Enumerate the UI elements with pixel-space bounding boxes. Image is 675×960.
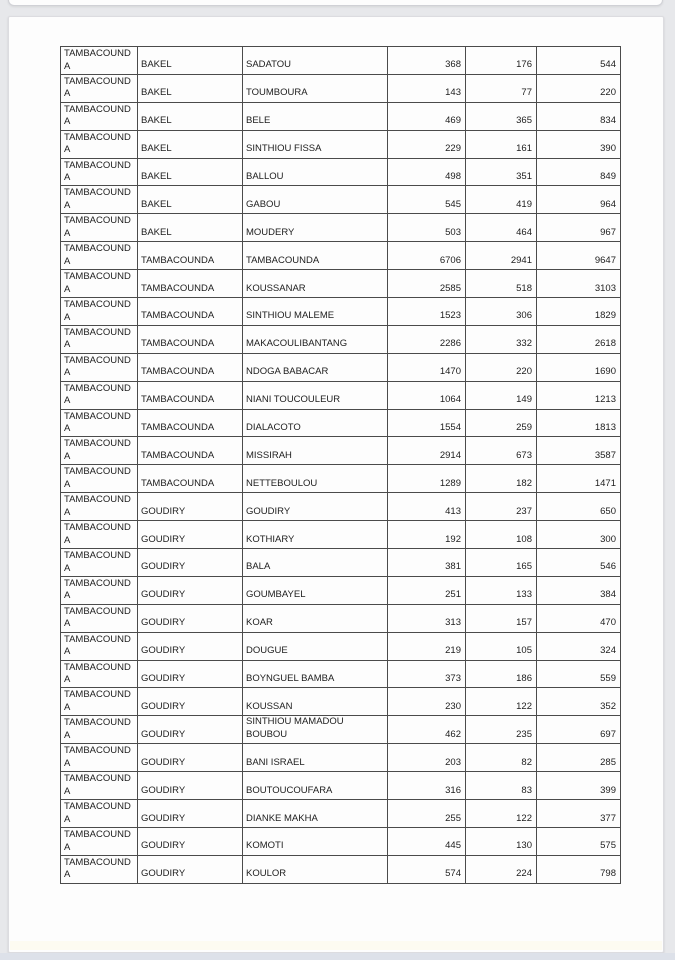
total-cell: 697 <box>537 716 621 744</box>
value2-cell: 77 <box>466 74 537 102</box>
commune-cell: KOTHIARY <box>243 521 388 549</box>
value1-cell: 2585 <box>388 270 466 298</box>
region-cell: TAMBACOUNDA <box>61 130 138 158</box>
table-body <box>61 47 621 884</box>
region-cell: TAMBACOUNDA <box>61 242 138 270</box>
table-row <box>61 270 621 298</box>
commune-cell: TAMBACOUNDA <box>243 242 388 270</box>
value2-cell: 220 <box>466 353 537 381</box>
department-cell: TAMBACOUNDA <box>138 465 243 493</box>
total-cell: 384 <box>537 576 621 604</box>
value2-cell: 351 <box>466 158 537 186</box>
region-cell: TAMBACOUNDA <box>61 688 138 716</box>
region-cell: TAMBACOUNDA <box>61 353 138 381</box>
commune-cell: NIANI TOUCOULEUR <box>243 381 388 409</box>
value2-cell: 165 <box>466 549 537 577</box>
value1-cell: 251 <box>388 576 466 604</box>
department-cell: TAMBACOUNDA <box>138 298 243 326</box>
region-cell: TAMBACOUNDA <box>61 325 138 353</box>
data-table <box>60 46 621 884</box>
total-cell: 834 <box>537 102 621 130</box>
department-cell: TAMBACOUNDA <box>138 325 243 353</box>
department-cell: TAMBACOUNDA <box>138 437 243 465</box>
value1-cell: 503 <box>388 214 466 242</box>
total-cell: 967 <box>537 214 621 242</box>
commune-cell: GABOU <box>243 186 388 214</box>
total-cell: 849 <box>537 158 621 186</box>
value1-cell: 219 <box>388 632 466 660</box>
total-cell: 2618 <box>537 325 621 353</box>
department-cell: GOUDIRY <box>138 521 243 549</box>
region-cell: TAMBACOUNDA <box>61 772 138 800</box>
value1-cell: 498 <box>388 158 466 186</box>
value1-cell: 545 <box>388 186 466 214</box>
value1-cell: 192 <box>388 521 466 549</box>
region-cell: TAMBACOUNDA <box>61 660 138 688</box>
region-cell: TAMBACOUNDA <box>61 716 138 744</box>
value2-cell: 224 <box>466 855 537 883</box>
table-row <box>61 716 621 744</box>
commune-cell: KOUSSAN <box>243 688 388 716</box>
commune-cell: KOUSSANAR <box>243 270 388 298</box>
total-cell: 390 <box>537 130 621 158</box>
table-row <box>61 74 621 102</box>
value2-cell: 130 <box>466 828 537 856</box>
region-cell: TAMBACOUNDA <box>61 158 138 186</box>
region-cell: TAMBACOUNDA <box>61 298 138 326</box>
commune-cell: MISSIRAH <box>243 437 388 465</box>
department-cell: BAKEL <box>138 130 243 158</box>
value1-cell: 368 <box>388 47 466 75</box>
total-cell: 399 <box>537 772 621 800</box>
table-row <box>61 632 621 660</box>
value2-cell: 259 <box>466 409 537 437</box>
region-cell: TAMBACOUNDA <box>61 632 138 660</box>
commune-cell: GOUMBAYEL <box>243 576 388 604</box>
value2-cell: 235 <box>466 716 537 744</box>
region-cell: TAMBACOUNDA <box>61 855 138 883</box>
value2-cell: 133 <box>466 576 537 604</box>
total-cell: 352 <box>537 688 621 716</box>
value1-cell: 462 <box>388 716 466 744</box>
total-cell: 300 <box>537 521 621 549</box>
value2-cell: 237 <box>466 493 537 521</box>
table-row <box>61 465 621 493</box>
total-cell: 3587 <box>537 437 621 465</box>
commune-cell: SINTHIOU MALEME <box>243 298 388 326</box>
total-cell: 544 <box>537 47 621 75</box>
total-cell: 377 <box>537 800 621 828</box>
value2-cell: 122 <box>466 800 537 828</box>
value1-cell: 1289 <box>388 465 466 493</box>
table-row <box>61 130 621 158</box>
value2-cell: 108 <box>466 521 537 549</box>
table-row <box>61 800 621 828</box>
commune-cell: MAKACOULIBANTANG <box>243 325 388 353</box>
commune-cell: KOAR <box>243 604 388 632</box>
total-cell: 1471 <box>537 465 621 493</box>
value1-cell: 2286 <box>388 325 466 353</box>
value2-cell: 2941 <box>466 242 537 270</box>
region-cell: TAMBACOUNDA <box>61 214 138 242</box>
department-cell: BAKEL <box>138 186 243 214</box>
commune-cell: SINTHIOU FISSA <box>243 130 388 158</box>
department-cell: BAKEL <box>138 158 243 186</box>
table-row <box>61 325 621 353</box>
bottom-strip <box>0 953 675 960</box>
table-row <box>61 828 621 856</box>
value1-cell: 230 <box>388 688 466 716</box>
department-cell: GOUDIRY <box>138 772 243 800</box>
value2-cell: 82 <box>466 744 537 772</box>
region-cell: TAMBACOUNDA <box>61 549 138 577</box>
value1-cell: 6706 <box>388 242 466 270</box>
total-cell: 220 <box>537 74 621 102</box>
total-cell: 285 <box>537 744 621 772</box>
value1-cell: 255 <box>388 800 466 828</box>
department-cell: GOUDIRY <box>138 744 243 772</box>
value2-cell: 83 <box>466 772 537 800</box>
total-cell: 559 <box>537 660 621 688</box>
value2-cell: 122 <box>466 688 537 716</box>
value1-cell: 1523 <box>388 298 466 326</box>
department-cell: GOUDIRY <box>138 800 243 828</box>
department-cell: GOUDIRY <box>138 604 243 632</box>
region-cell: TAMBACOUNDA <box>61 74 138 102</box>
value1-cell: 574 <box>388 855 466 883</box>
table-row <box>61 409 621 437</box>
region-cell: TAMBACOUNDA <box>61 437 138 465</box>
table-row <box>61 437 621 465</box>
region-cell: TAMBACOUNDA <box>61 409 138 437</box>
region-cell: TAMBACOUNDA <box>61 800 138 828</box>
table-row <box>61 298 621 326</box>
table-row <box>61 604 621 632</box>
table-row <box>61 688 621 716</box>
department-cell: GOUDIRY <box>138 576 243 604</box>
value1-cell: 469 <box>388 102 466 130</box>
total-cell: 9647 <box>537 242 621 270</box>
table-row <box>61 772 621 800</box>
value2-cell: 186 <box>466 660 537 688</box>
total-cell: 324 <box>537 632 621 660</box>
region-cell: TAMBACOUNDA <box>61 493 138 521</box>
total-cell: 1690 <box>537 353 621 381</box>
value1-cell: 1554 <box>388 409 466 437</box>
region-cell: TAMBACOUNDA <box>61 744 138 772</box>
value1-cell: 1064 <box>388 381 466 409</box>
commune-cell: KOULOR <box>243 855 388 883</box>
total-cell: 1813 <box>537 409 621 437</box>
region-cell: TAMBACOUNDA <box>61 47 138 75</box>
table-row <box>61 576 621 604</box>
department-cell: GOUDIRY <box>138 493 243 521</box>
table-row <box>61 381 621 409</box>
value1-cell: 1470 <box>388 353 466 381</box>
value2-cell: 182 <box>466 465 537 493</box>
commune-cell: DOUGUE <box>243 632 388 660</box>
region-cell: TAMBACOUNDA <box>61 521 138 549</box>
previous-page-edge <box>8 0 663 6</box>
table-row <box>61 353 621 381</box>
commune-cell: DIANKE MAKHA <box>243 800 388 828</box>
department-cell: BAKEL <box>138 214 243 242</box>
department-cell: TAMBACOUNDA <box>138 270 243 298</box>
value2-cell: 105 <box>466 632 537 660</box>
table-row <box>61 493 621 521</box>
department-cell: TAMBACOUNDA <box>138 409 243 437</box>
region-cell: TAMBACOUNDA <box>61 102 138 130</box>
total-cell: 798 <box>537 855 621 883</box>
commune-cell: GOUDIRY <box>243 493 388 521</box>
department-cell: GOUDIRY <box>138 660 243 688</box>
value2-cell: 518 <box>466 270 537 298</box>
table-row <box>61 242 621 270</box>
region-cell: TAMBACOUNDA <box>61 465 138 493</box>
department-cell: GOUDIRY <box>138 828 243 856</box>
value1-cell: 381 <box>388 549 466 577</box>
commune-cell: BALA <box>243 549 388 577</box>
value1-cell: 413 <box>388 493 466 521</box>
document-page <box>8 16 664 953</box>
value2-cell: 149 <box>466 381 537 409</box>
table-row <box>61 855 621 883</box>
total-cell: 1829 <box>537 298 621 326</box>
value1-cell: 229 <box>388 130 466 158</box>
region-cell: TAMBACOUNDA <box>61 576 138 604</box>
value2-cell: 332 <box>466 325 537 353</box>
table-row <box>61 47 621 75</box>
department-cell: TAMBACOUNDA <box>138 381 243 409</box>
commune-cell: KOMOTI <box>243 828 388 856</box>
value2-cell: 306 <box>466 298 537 326</box>
commune-cell: SADATOU <box>243 47 388 75</box>
table-row <box>61 102 621 130</box>
commune-cell: NDOGA BABACAR <box>243 353 388 381</box>
commune-cell: TOUMBOURA <box>243 74 388 102</box>
department-cell: GOUDIRY <box>138 632 243 660</box>
department-cell: GOUDIRY <box>138 855 243 883</box>
commune-cell: MOUDERY <box>243 214 388 242</box>
commune-cell: DIALACOTO <box>243 409 388 437</box>
value1-cell: 203 <box>388 744 466 772</box>
region-cell: TAMBACOUNDA <box>61 270 138 298</box>
commune-cell: BALLOU <box>243 158 388 186</box>
value2-cell: 365 <box>466 102 537 130</box>
department-cell: BAKEL <box>138 102 243 130</box>
commune-cell: NETTEBOULOU <box>243 465 388 493</box>
department-cell: GOUDIRY <box>138 716 243 744</box>
table-row <box>61 549 621 577</box>
commune-cell: SINTHIOU MAMADOU BOUBOU <box>243 716 388 744</box>
table-row <box>61 744 621 772</box>
commune-cell: BELE <box>243 102 388 130</box>
total-cell: 650 <box>537 493 621 521</box>
total-cell: 470 <box>537 604 621 632</box>
value1-cell: 143 <box>388 74 466 102</box>
value2-cell: 419 <box>466 186 537 214</box>
total-cell: 1213 <box>537 381 621 409</box>
region-cell: TAMBACOUNDA <box>61 381 138 409</box>
value1-cell: 313 <box>388 604 466 632</box>
value2-cell: 157 <box>466 604 537 632</box>
table-row <box>61 186 621 214</box>
region-cell: TAMBACOUNDA <box>61 828 138 856</box>
table-row <box>61 660 621 688</box>
department-cell: TAMBACOUNDA <box>138 353 243 381</box>
total-cell: 964 <box>537 186 621 214</box>
region-cell: TAMBACOUNDA <box>61 186 138 214</box>
region-cell: TAMBACOUNDA <box>61 604 138 632</box>
department-cell: GOUDIRY <box>138 549 243 577</box>
value1-cell: 373 <box>388 660 466 688</box>
value2-cell: 464 <box>466 214 537 242</box>
department-cell: BAKEL <box>138 47 243 75</box>
commune-cell: BOUTOUCOUFARA <box>243 772 388 800</box>
department-cell: TAMBACOUNDA <box>138 242 243 270</box>
value1-cell: 2914 <box>388 437 466 465</box>
value2-cell: 673 <box>466 437 537 465</box>
department-cell: GOUDIRY <box>138 688 243 716</box>
table-row <box>61 521 621 549</box>
total-cell: 3103 <box>537 270 621 298</box>
value1-cell: 445 <box>388 828 466 856</box>
table-row <box>61 214 621 242</box>
table-row <box>61 158 621 186</box>
department-cell: BAKEL <box>138 74 243 102</box>
total-cell: 575 <box>537 828 621 856</box>
page-bottom-tint <box>10 941 662 950</box>
value2-cell: 176 <box>466 47 537 75</box>
value2-cell: 161 <box>466 130 537 158</box>
commune-cell: BOYNGUEL BAMBA <box>243 660 388 688</box>
commune-cell: BANI ISRAEL <box>243 744 388 772</box>
value1-cell: 316 <box>388 772 466 800</box>
total-cell: 546 <box>537 549 621 577</box>
